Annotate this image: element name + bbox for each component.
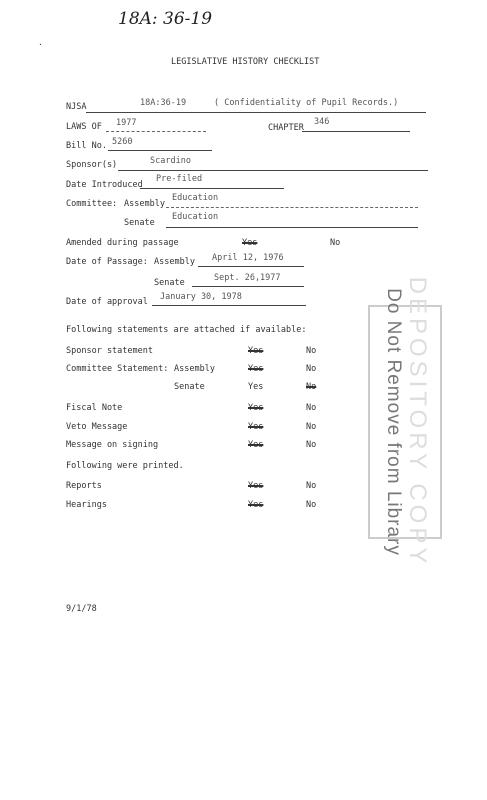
sponsor-label: Sponsor(s) [66,160,118,170]
date-of-approval-label: Date of approval [66,297,148,307]
date-introduced-underline [140,188,284,189]
depository-stamp [368,276,442,568]
reports-no: No [306,481,317,491]
veto-message-no: No [306,422,317,432]
page-title: LEGISLATIVE HISTORY CHECKLIST [171,57,320,67]
committee-statement-assembly-yes: Yes [248,364,264,374]
reports-yes: Yes [248,481,264,491]
bill-no-value: 5260 [112,137,133,147]
committee-assembly-value: Education [172,193,219,203]
date-of-passage-label: Date of Passage: [66,257,148,267]
committee-label: Committee: [66,199,118,209]
message-on-signing-yes: Yes [248,440,264,450]
stamp-line-1: DEPOSITORY COPY [404,276,431,568]
passage-assembly-underline [198,266,304,267]
message-on-signing-label: Message on signing [66,440,159,450]
hearings-no: No [306,500,317,510]
bill-no-label: Bill No. [66,141,107,151]
attached-heading: Following statements are attached if available: [66,325,307,335]
committee-senate-value: Education [172,212,219,222]
stray-mark: · [38,40,43,49]
laws-of-label: LAWS OF [66,122,102,132]
footer-date: 9/1/78 [66,604,97,614]
chapter-value: 346 [314,117,330,127]
amended-label: Amended during passage [66,238,179,248]
veto-message-label: Veto Message [66,422,128,432]
passage-assembly-label: Assembly [154,257,195,267]
njsa-label: NJSA [66,102,87,112]
fiscal-note-label: Fiscal Note [66,403,123,413]
njsa-description: ( Confidentiality of Pupil Records.) [214,98,399,108]
chapter-label: CHAPTER [268,123,304,133]
njsa-underline [86,112,426,113]
stamp-line-2: Do Not Remove from Library [383,288,404,556]
sponsor-value: Scardino [150,156,191,166]
amended-yes: Yes [242,238,258,248]
committee-senate-label: Senate [124,218,155,228]
fiscal-note-no: No [306,403,317,413]
sponsor-statement-no: No [306,346,317,356]
chapter-underline [302,131,410,132]
sponsor-statement-yes: Yes [248,346,264,356]
committee-senate-underline [166,227,418,228]
committee-statement-assembly-no: No [306,364,317,374]
committee-statement-senate-label: Senate [174,382,205,392]
fiscal-note-yes: Yes [248,403,264,413]
committee-statement-senate-yes: Yes [248,382,264,392]
veto-message-yes: Yes [248,422,264,432]
date-of-approval-underline [152,305,306,306]
committee-assembly-underline [166,207,418,208]
committee-assembly-label: Assembly [124,199,165,209]
passage-senate-underline [192,286,304,287]
message-on-signing-no: No [306,440,317,450]
printed-heading: Following were printed. [66,461,184,471]
committee-statement-assembly-label: Assembly [174,364,215,374]
date-introduced-label: Date Introduced [66,180,143,190]
laws-of-value: 1977 [116,118,137,128]
handwritten-reference: 18A: 36-19 [118,9,213,29]
sponsor-statement-label: Sponsor statement [66,346,153,356]
passage-assembly-value: April 12, 1976 [212,253,284,263]
committee-statement-label: Committee Statement: [66,364,169,374]
passage-senate-label: Senate [154,278,185,288]
passage-senate-value: Sept. 26,1977 [214,273,281,283]
reports-label: Reports [66,481,102,491]
date-of-approval-value: January 30, 1978 [160,292,242,302]
hearings-yes: Yes [248,500,264,510]
bill-no-underline [108,150,212,151]
hearings-label: Hearings [66,500,107,510]
njsa-value: 18A:36-19 [140,98,187,108]
amended-no: No [330,238,341,248]
laws-of-underline [106,131,206,132]
date-introduced-value: Pre-filed [156,174,203,184]
sponsor-underline [118,170,428,171]
committee-statement-senate-no: No [306,382,317,392]
